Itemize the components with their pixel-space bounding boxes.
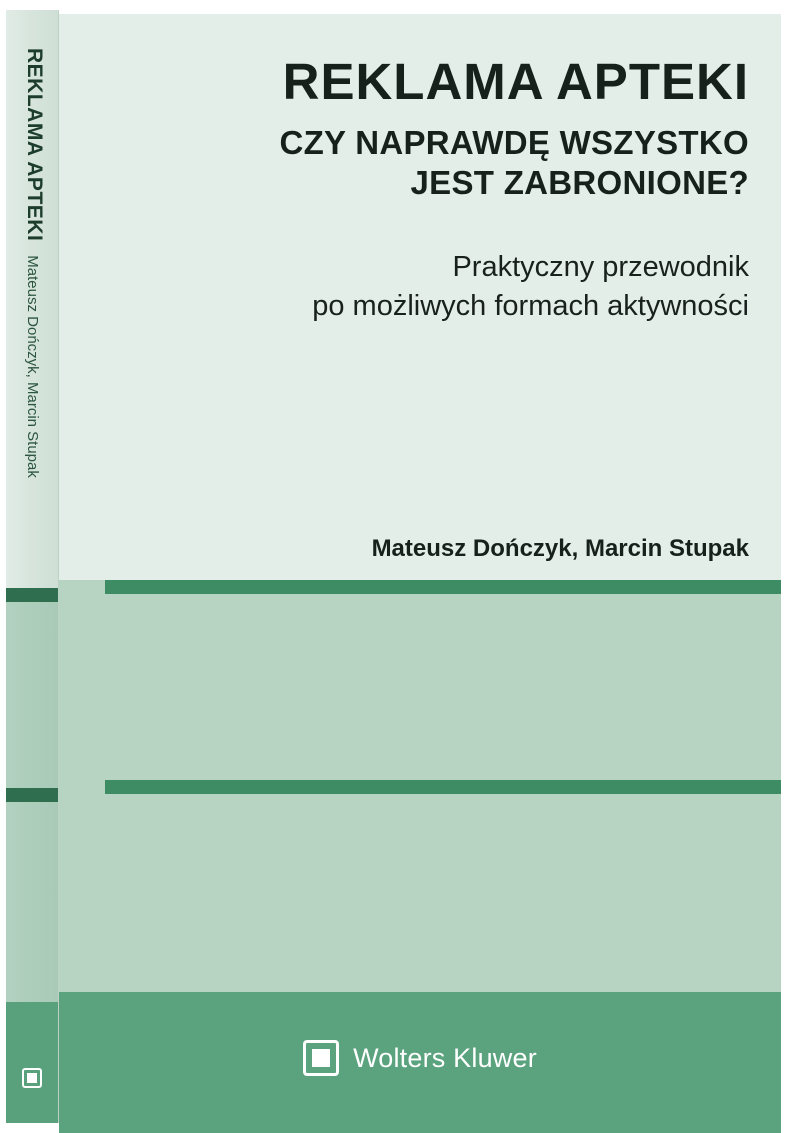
publisher-block [59,1040,781,1076]
title-block [99,55,749,326]
cover-top-edge [59,0,781,14]
page-title: REKLAMA APTEKI [282,53,749,110]
wolters-kluwer-mark-icon [303,1040,339,1076]
cover-rule-upper [105,580,781,594]
subtitle-line-2: po możliwych formach aktywności [312,289,749,322]
spine-authors: Mateusz Dończyk, Marcin Stupak [24,255,41,478]
subtitle-line-1: Praktyczny przewodnik [452,250,749,283]
book-spine [6,10,59,1123]
publisher-name: Wolters Kluwer [353,1042,537,1073]
spine-text-group [6,30,58,930]
cover-rule-lower [105,780,781,794]
spine-title: REKLAMA APTEKI [23,48,46,242]
subtitle-group [99,248,749,326]
title-subline-2: JEST ZABRONIONE? [410,164,749,202]
cover-authors: Mateusz Dończyk, Marcin Stupak [371,535,749,562]
spine-bottom-band [6,1002,58,1123]
title-subline-1: CZY NAPRAWDĘ WSZYSTKO [279,124,749,162]
front-cover [59,0,781,1133]
wolters-kluwer-mark-icon [22,1068,42,1088]
